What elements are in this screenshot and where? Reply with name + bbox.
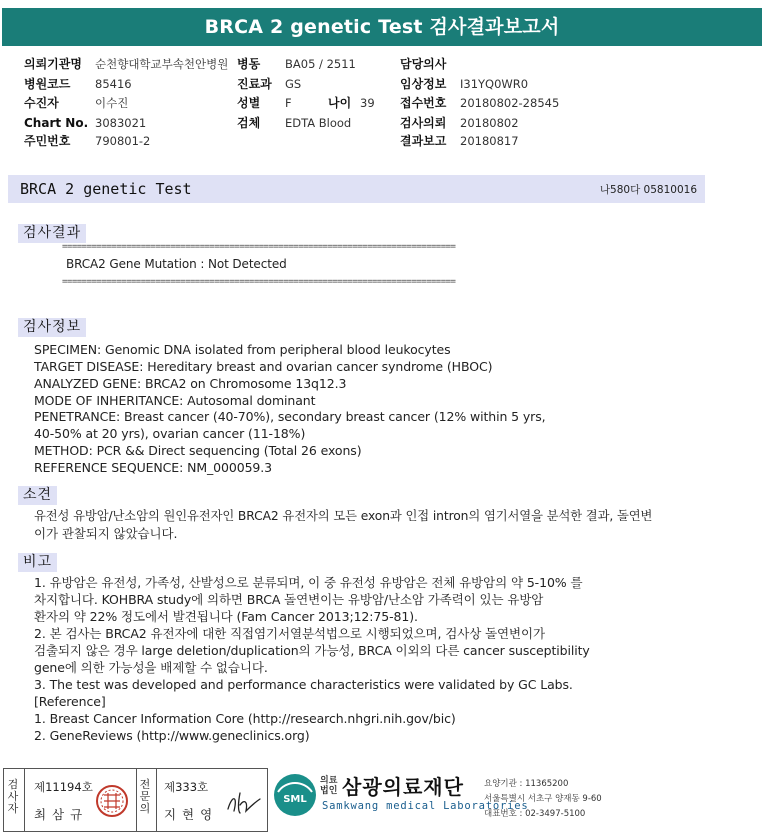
header-value: 20180802-28545 bbox=[460, 96, 560, 110]
org-address: 서울특별시 서초구 양재동 9-60 bbox=[484, 794, 602, 804]
remark-line: 2. 본 검사는 BRCA2 유전자에 대한 직접염기서열분석법으로 시행되었으며, 검사상 돌연변이가 bbox=[34, 626, 545, 641]
finding-line: 이가 관찰되지 않았습니다. bbox=[34, 526, 178, 541]
test-name: BRCA 2 genetic Test bbox=[20, 180, 192, 198]
header-value: 790801-2 bbox=[95, 134, 151, 148]
header-row: 주민번호 bbox=[24, 134, 71, 148]
info-line: PENETRANCE: Breast cancer (40-70%), secondary breast cancer (12% within 5 yrs, bbox=[34, 409, 546, 424]
inspector-license: 제11194호 bbox=[34, 780, 93, 794]
header-label: 검체 bbox=[237, 116, 261, 130]
remark-line: 검출되지 않은 경우 large deletion/duplication의 가능성, BRCA 이외의 다른 cancer susceptibility bbox=[34, 643, 590, 658]
remarks-heading: 비고 bbox=[18, 553, 57, 572]
divider bbox=[136, 769, 137, 831]
info-heading: 검사정보 bbox=[18, 318, 86, 337]
info-line: TARGET DISEASE: Hereditary breast and ovarian cancer syndrome (HBOC) bbox=[34, 359, 493, 374]
report-title: BRCA 2 genetic Test 검사결과보고서 bbox=[2, 8, 762, 46]
specialist-name: 지 현 영 bbox=[164, 807, 214, 822]
header-value: 20180802 bbox=[460, 116, 519, 130]
info-line: ANALYZED GENE: BRCA2 on Chromosome 13q12.3 bbox=[34, 376, 347, 391]
org-english-name: Samkwang medical Laboratories bbox=[322, 800, 529, 812]
divider bbox=[24, 769, 25, 831]
result-heading: 검사결과 bbox=[18, 224, 86, 243]
remark-line: 차지합니다. KOHBRA study에 의하면 BRCA 돌연변이는 유방암/난소암 가족력이 있는 유방암 bbox=[34, 592, 544, 607]
header-value: I31YQ0WR0 bbox=[460, 77, 529, 91]
org-code: 요양기관 : 11365200 bbox=[484, 779, 569, 789]
remark-line: 환자의 약 22% 정도에서 발견됩니다 (Fam Cancer 2013;12:75-81). bbox=[34, 609, 418, 624]
header-label: 검사의뢰 bbox=[400, 116, 447, 130]
remark-line: [Reference] bbox=[34, 694, 106, 709]
remark-line: 3. The test was developed and performance characteristics were validated by GC Labs. bbox=[34, 677, 573, 692]
header-value: 순천향대학교부속천안병원 bbox=[95, 57, 229, 71]
header-value: F bbox=[285, 96, 292, 110]
header-value: EDTA Blood bbox=[285, 116, 352, 130]
info-line: MODE OF INHERITANCE: Autosomal dominant bbox=[34, 393, 316, 408]
header-label: 담당의사 bbox=[400, 57, 447, 71]
header-value: 3083021 bbox=[95, 116, 147, 130]
divider bbox=[156, 769, 157, 831]
remark-line: 2. GeneReviews (http://www.geneclinics.org) bbox=[34, 728, 310, 743]
seal-icon bbox=[94, 783, 130, 819]
separator-line: ================================================================================ bbox=[62, 242, 456, 252]
specialist-label: 전문의 bbox=[139, 778, 151, 815]
finding-heading: 소견 bbox=[18, 486, 57, 505]
org-name: 삼광의료재단 bbox=[342, 775, 464, 799]
inspector-name: 최 삼 규 bbox=[34, 807, 84, 822]
info-line: SPECIMEN: Genomic DNA isolated from peripheral blood leukocytes bbox=[34, 342, 451, 357]
signature-box bbox=[3, 768, 268, 832]
header-value: 20180817 bbox=[460, 134, 519, 148]
org-type: 의료법인 bbox=[320, 776, 338, 796]
specialist-license: 제333호 bbox=[164, 780, 209, 794]
finding-line: 유전성 유방암/난소암의 원인유전자인 BRCA2 유전자의 모든 exon과 인접 intron의 염기서열을 분석한 결과, 돌연변 bbox=[34, 509, 653, 523]
org-phone: 대표번호 : 02-3497-5100 bbox=[484, 809, 586, 819]
header-value: 85416 bbox=[95, 77, 132, 91]
header-label: 진료과 bbox=[237, 77, 272, 91]
sml-logo-icon bbox=[272, 772, 318, 818]
header-row: 수진자 bbox=[24, 96, 59, 110]
logo-text: SML bbox=[283, 794, 307, 805]
remark-line: 1. 유방암은 유전성, 가족성, 산발성으로 분류되며, 이 중 유전성 유방암은 전체 유방암의 약 5-10% 를 bbox=[34, 575, 583, 590]
remark-line: 1. Breast Cancer Information Core (http://research.nhgri.nih.gov/bic) bbox=[34, 711, 456, 726]
mutation-result: BRCA2 Gene Mutation : Not Detected bbox=[66, 257, 287, 271]
header-value: BA05 / 2511 bbox=[285, 57, 356, 71]
inspector-label: 검사자 bbox=[7, 778, 19, 815]
header-label: 결과보고 bbox=[400, 134, 447, 148]
header-row: Chart No. bbox=[24, 116, 89, 130]
header-label: 접수번호 bbox=[400, 96, 447, 110]
header-label: 병동 bbox=[237, 57, 261, 71]
header-row: 병원코드 bbox=[24, 77, 71, 91]
separator-line: ================================================================================ bbox=[62, 277, 456, 287]
test-name-bar bbox=[8, 175, 705, 203]
header-label: 나이 bbox=[328, 96, 352, 110]
remark-line: gene에 의한 가능성을 배제할 수 없습니다. bbox=[34, 660, 268, 675]
header-label: 성별 bbox=[237, 96, 261, 110]
header-value: 이수진 bbox=[95, 96, 129, 110]
header-label: 임상정보 bbox=[400, 77, 447, 91]
header-row: 의뢰기관명 bbox=[24, 57, 82, 71]
info-line: REFERENCE SEQUENCE: NM_000059.3 bbox=[34, 460, 273, 475]
signature-icon bbox=[224, 789, 264, 819]
test-code: 나580다 05810016 bbox=[599, 184, 697, 196]
header-value: 39 bbox=[360, 96, 375, 110]
info-line: 40-50% at 20 yrs), ovarian cancer (11-18%) bbox=[34, 426, 306, 441]
info-line: METHOD: PCR && Direct sequencing (Total 26 exons) bbox=[34, 443, 362, 458]
header-value: GS bbox=[285, 77, 302, 91]
